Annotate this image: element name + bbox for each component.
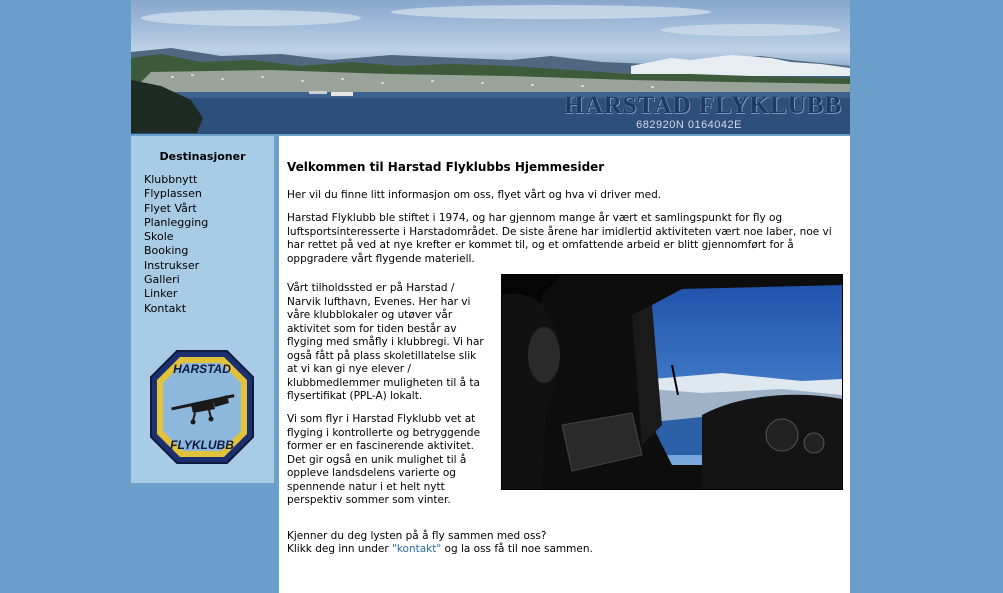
club-logo-title: HARSTAD FLYKLUBB xyxy=(564,92,842,119)
nav-item-klubbnytt[interactable]: Klubbnytt xyxy=(144,173,198,186)
page-heading: Velkommen til Harstad Flyklubbs Hjemmesider xyxy=(287,160,605,174)
contact-link[interactable]: "kontakt" xyxy=(392,543,442,555)
badge-text-top: HARSTAD xyxy=(173,362,231,376)
nav-item-galleri[interactable]: Galleri xyxy=(144,273,180,287)
club-badge-logo xyxy=(147,347,257,467)
coordinates-text: 682920N 0164042E xyxy=(636,119,742,131)
nav-item-planlegging[interactable]: Planlegging xyxy=(144,215,209,229)
sidebar xyxy=(131,136,274,483)
nav-item-flyet-vart[interactable]: Flyet Vårt xyxy=(144,201,197,215)
sidebar-title: Destinasjoner xyxy=(159,150,246,163)
flying-paragraph: Vi som flyr i Harstad Flyklubb vet at flyging i kontrollerte og betryggende former er en fascinerende aktivitet. Det gir også en unik mulighet til å oppleve landsdelens varierte og spennende natur i et helt nytt perspektiv sommer som vinter. xyxy=(287,413,481,506)
nav-item-skole[interactable]: Skole xyxy=(144,230,174,244)
sidebar-nav xyxy=(144,173,208,316)
nav-item-booking[interactable]: Booking xyxy=(144,244,189,258)
nav-item-flyplassen[interactable]: Flyplassen xyxy=(144,187,202,201)
header-banner xyxy=(131,0,850,134)
badge-text-bottom: FLYKLUBB xyxy=(170,438,234,452)
cta-line xyxy=(287,543,707,557)
nav-item-kontakt[interactable]: Kontakt xyxy=(144,301,187,315)
nav-item-instrukser[interactable]: Instrukser xyxy=(144,258,200,272)
main-content xyxy=(279,136,850,593)
history-paragraph: Harstad Flyklubb ble stiftet i 1974, og har gjennom mange år vært et samlingspunkt for fly og luftsportsinteresserte i Harstadområdet. De siste årene har imidlertid aktiviteten vært noe laber, noe vi har rettet på ved at nye krefter er kommet til, og et omfattende arbeid er blitt gjennomført for å oppgradere vårt flygende materiell. xyxy=(287,212,832,265)
cockpit-photo-image xyxy=(502,275,842,489)
page-wrapper xyxy=(131,0,850,593)
cta-question: Kjenner du deg lysten på å fly sammen med oss? xyxy=(287,530,547,542)
nav-item-linker[interactable]: Linker xyxy=(144,287,178,301)
location-paragraph: Vårt tilholdssted er på Harstad / Narvik lufthavn, Evenes. Her har vi våre klubblokaler og utøver vår aktivitet som for tiden består av flyging med småfly i klubbregi. Vi har også fått på plass skoletillatelse slik at vi kan gi nye elever / klubbmedlemmer muligheten til å ta flysertifikat (PPL-A) lokalt. xyxy=(287,282,484,402)
cta-prefix: Klikk deg inn under xyxy=(287,543,392,555)
intro-paragraph: Her vil du finne litt informasjon om oss, flyet vårt og hva vi driver med. xyxy=(287,189,662,201)
cockpit-photo xyxy=(501,274,843,490)
cta-suffix: og la oss få til noe sammen. xyxy=(441,543,593,555)
